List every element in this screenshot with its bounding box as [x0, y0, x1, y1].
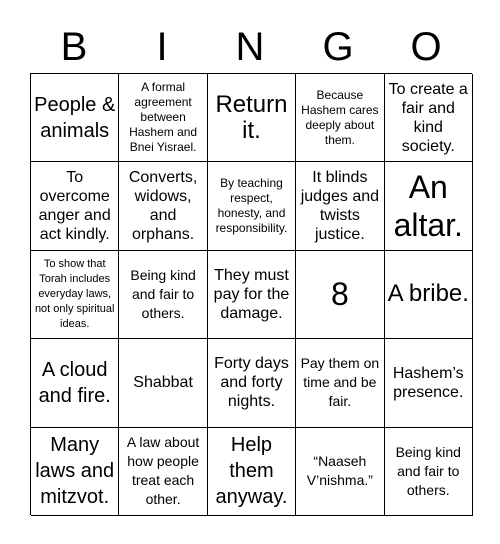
cell-text: Hashem’s presence.	[392, 364, 464, 401]
bingo-cell[interactable]	[119, 428, 207, 516]
cell-text: Being kind and fair to others.	[130, 266, 196, 321]
bingo-cell[interactable]	[31, 162, 119, 250]
bingo-cell[interactable]	[385, 251, 473, 339]
bingo-cell[interactable]	[31, 428, 119, 516]
header-letter-n: N	[235, 25, 265, 69]
bingo-header	[30, 22, 470, 72]
bingo-cell[interactable]	[296, 428, 384, 516]
bingo-cell[interactable]	[119, 251, 207, 339]
cell-text: 8	[330, 276, 349, 313]
cell-text: Shabbat	[133, 374, 193, 392]
cell-text: To create a fair and kind society.	[388, 80, 468, 155]
header-letter-b: B	[60, 25, 88, 69]
header-letter-i: I	[156, 25, 168, 69]
bingo-cell[interactable]	[208, 339, 296, 427]
header-letter-g: G	[322, 25, 354, 69]
header-letter-o: O	[410, 25, 442, 69]
bingo-cell-free[interactable]	[296, 251, 384, 339]
bingo-cell[interactable]	[208, 251, 296, 339]
cell-text: To overcome anger and act kindly.	[38, 169, 111, 244]
cell-text: Because Hashem cares deeply about them.	[301, 87, 379, 147]
cell-text: “Naaseh V’nishma.”	[306, 453, 373, 489]
bingo-cell[interactable]	[208, 428, 296, 516]
bingo-cell[interactable]	[119, 162, 207, 250]
cell-text: Help them anyway.	[215, 434, 288, 509]
cell-text: A bribe.	[387, 280, 469, 308]
bingo-cell[interactable]	[119, 339, 207, 427]
cell-text: Forty days and forty nights.	[214, 355, 289, 411]
bingo-cell[interactable]	[296, 339, 384, 427]
cell-text: They must pay for the damage.	[213, 266, 290, 322]
cell-text: Pay them on time and be fair.	[300, 355, 380, 410]
bingo-cell[interactable]	[385, 339, 473, 427]
cell-text: Converts, widows, and orphans.	[128, 169, 198, 244]
cell-text: By teaching respect, honesty, and responsibility.	[215, 176, 288, 236]
cell-text: A law about how people treat each other.	[126, 434, 200, 508]
cell-text: A cloud and fire.	[38, 358, 111, 407]
cell-text: People & animals	[34, 93, 116, 142]
cell-text: It blinds judges and twists justice.	[300, 169, 380, 244]
bingo-cell[interactable]	[119, 74, 207, 162]
bingo-cell[interactable]	[208, 74, 296, 162]
bingo-cell[interactable]	[31, 74, 119, 162]
bingo-cell[interactable]	[208, 162, 296, 250]
bingo-cell[interactable]	[31, 251, 119, 339]
cell-text: A formal agreement between Hashem and Bnei Yisrael.	[129, 80, 198, 155]
cell-text: Being kind and fair to others.	[395, 443, 461, 498]
bingo-grid	[30, 73, 472, 515]
bingo-cell[interactable]	[385, 74, 473, 162]
bingo-cell[interactable]	[385, 428, 473, 516]
bingo-cell[interactable]	[31, 339, 119, 427]
bingo-cell[interactable]	[296, 74, 384, 162]
bingo-cell[interactable]	[296, 162, 384, 250]
bingo-cell[interactable]	[385, 162, 473, 250]
cell-text: An altar.	[393, 169, 463, 244]
cell-text: Return it.	[215, 90, 288, 144]
cell-text: To show that Torah includes everyday laws, not only spiritual ideas.	[34, 257, 115, 330]
cell-text: Many laws and mitzvot.	[35, 434, 115, 509]
